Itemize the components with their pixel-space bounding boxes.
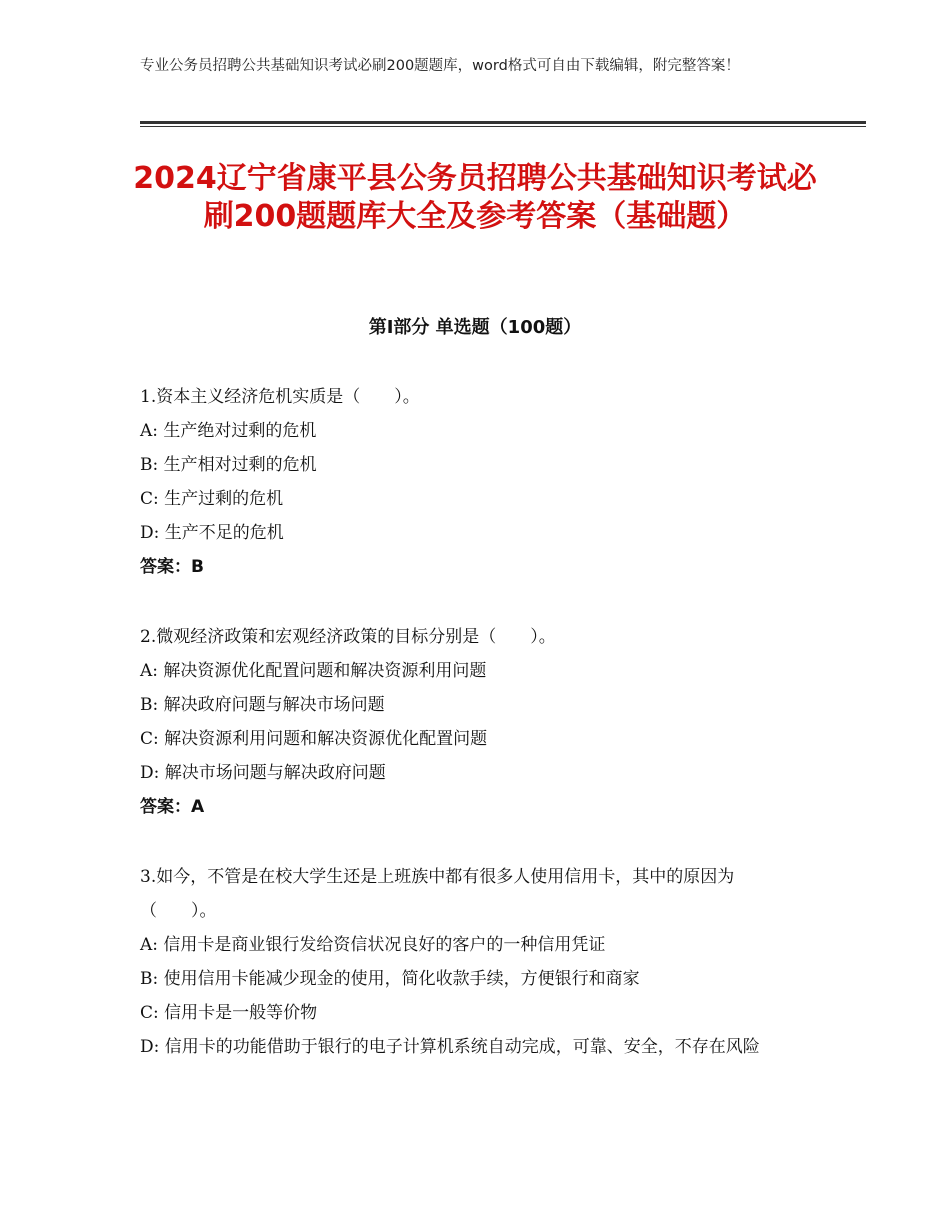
- option-b: B: 使用信用卡能减少现金的使用，简化收款手续，方便银行和商家: [140, 969, 640, 989]
- option-d: D: 生产不足的危机: [140, 523, 284, 543]
- answer-label: 答案：B: [140, 557, 204, 577]
- option-b: B: 解决政府问题与解决市场问题: [140, 695, 385, 715]
- option-b: B: 生产相对过剩的危机: [140, 455, 317, 475]
- header-rule-thick: [140, 121, 866, 124]
- question-list: [140, 380, 790, 1100]
- question-3: [140, 860, 790, 1064]
- header-rule-thin: [140, 126, 866, 127]
- option-c: C: 解决资源利用问题和解决资源优化配置问题: [140, 729, 488, 749]
- section-heading: 第Ⅰ部分 单选题（100题）: [368, 317, 582, 338]
- question-stem: 1.资本主义经济危机实质是（ ）。: [140, 387, 420, 407]
- question-2: [140, 620, 790, 824]
- option-a: A: 生产绝对过剩的危机: [140, 421, 317, 441]
- option-d: D: 信用卡的功能借助于银行的电子计算机系统自动完成，可靠、安全，不存在风险: [140, 1037, 760, 1057]
- header-note: 专业公务员招聘公共基础知识考试必刷200题题库，word格式可自由下载编辑，附完整答案！: [140, 58, 740, 74]
- option-a: A: 解决资源优化配置问题和解决资源利用问题: [140, 661, 487, 681]
- document-title: 2024辽宁省康平县公务员招聘公共基础知识考试必刷200题题库大全及参考答案（基础题）: [133, 161, 817, 234]
- question-1: [140, 380, 790, 584]
- option-c: C: 生产过剩的危机: [140, 489, 284, 509]
- option-a: A: 信用卡是商业银行发给资信状况良好的客户的一种信用凭证: [140, 935, 606, 955]
- question-stem: 3.如今，不管是在校大学生还是上班族中都有很多人使用信用卡，其中的原因为（ ）。: [140, 867, 735, 921]
- option-c: C: 信用卡是一般等价物: [140, 1003, 318, 1023]
- question-stem: 2.微观经济政策和宏观经济政策的目标分别是（ ）。: [140, 627, 556, 647]
- answer-label: 答案：A: [140, 797, 205, 817]
- option-d: D: 解决市场问题与解决政府问题: [140, 763, 386, 783]
